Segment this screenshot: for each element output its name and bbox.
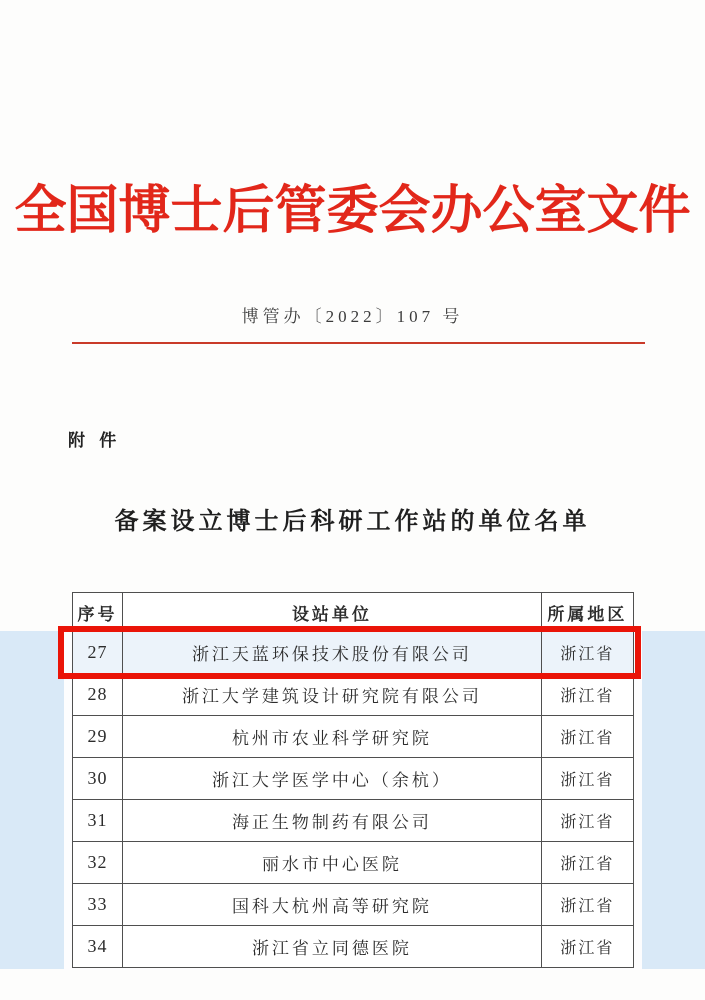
table-row [73, 632, 634, 674]
cell-station-unit: 丽水市中心医院 [123, 842, 542, 884]
cell-station-unit: 浙江省立同德医院 [123, 926, 542, 968]
cell-serial-number: 32 [73, 842, 123, 884]
table-row [73, 842, 634, 884]
cell-serial-number: 28 [73, 674, 123, 716]
table-row [73, 674, 634, 716]
cell-serial-number: 30 [73, 758, 123, 800]
section-title: 备案设立博士后科研工作站的单位名单 [114, 509, 591, 535]
cell-region: 浙江省 [541, 842, 633, 884]
header-station-unit: 设站单位 [123, 593, 542, 632]
cell-station-unit: 杭州市农业科学研究院 [123, 716, 542, 758]
cell-station-unit: 浙江大学医学中心（余杭） [123, 758, 542, 800]
table-row [73, 758, 634, 800]
station-table [72, 592, 634, 968]
table-row [73, 800, 634, 842]
attachment-label: 附 件 [68, 431, 122, 450]
table-row [73, 716, 634, 758]
cell-region: 浙江省 [541, 800, 633, 842]
header-serial-number: 序号 [73, 593, 123, 632]
cell-serial-number: 33 [73, 884, 123, 926]
cell-station-unit: 浙江大学建筑设计研究院有限公司 [123, 674, 542, 716]
document-masthead-title: 全国博士后管委会办公室文件 [14, 183, 691, 240]
cell-serial-number: 27 [73, 632, 123, 674]
table-header-row [73, 593, 634, 632]
table-row [73, 926, 634, 968]
cell-station-unit: 海正生物制药有限公司 [123, 800, 542, 842]
cell-region: 浙江省 [541, 632, 633, 674]
document-number: 博管办〔2022〕107 号 [241, 307, 464, 326]
cell-station-unit: 国科大杭州高等研究院 [123, 884, 542, 926]
red-separator-line [72, 342, 645, 344]
cell-serial-number: 29 [73, 716, 123, 758]
cell-station-unit: 浙江天蓝环保技术股份有限公司 [123, 632, 542, 674]
cell-serial-number: 34 [73, 926, 123, 968]
cell-region: 浙江省 [541, 674, 633, 716]
cell-region: 浙江省 [541, 926, 633, 968]
cell-region: 浙江省 [541, 758, 633, 800]
header-region: 所属地区 [541, 593, 633, 632]
cell-region: 浙江省 [541, 716, 633, 758]
station-table-body [73, 632, 634, 968]
cell-serial-number: 31 [73, 800, 123, 842]
cell-region: 浙江省 [541, 884, 633, 926]
table-row [73, 884, 634, 926]
